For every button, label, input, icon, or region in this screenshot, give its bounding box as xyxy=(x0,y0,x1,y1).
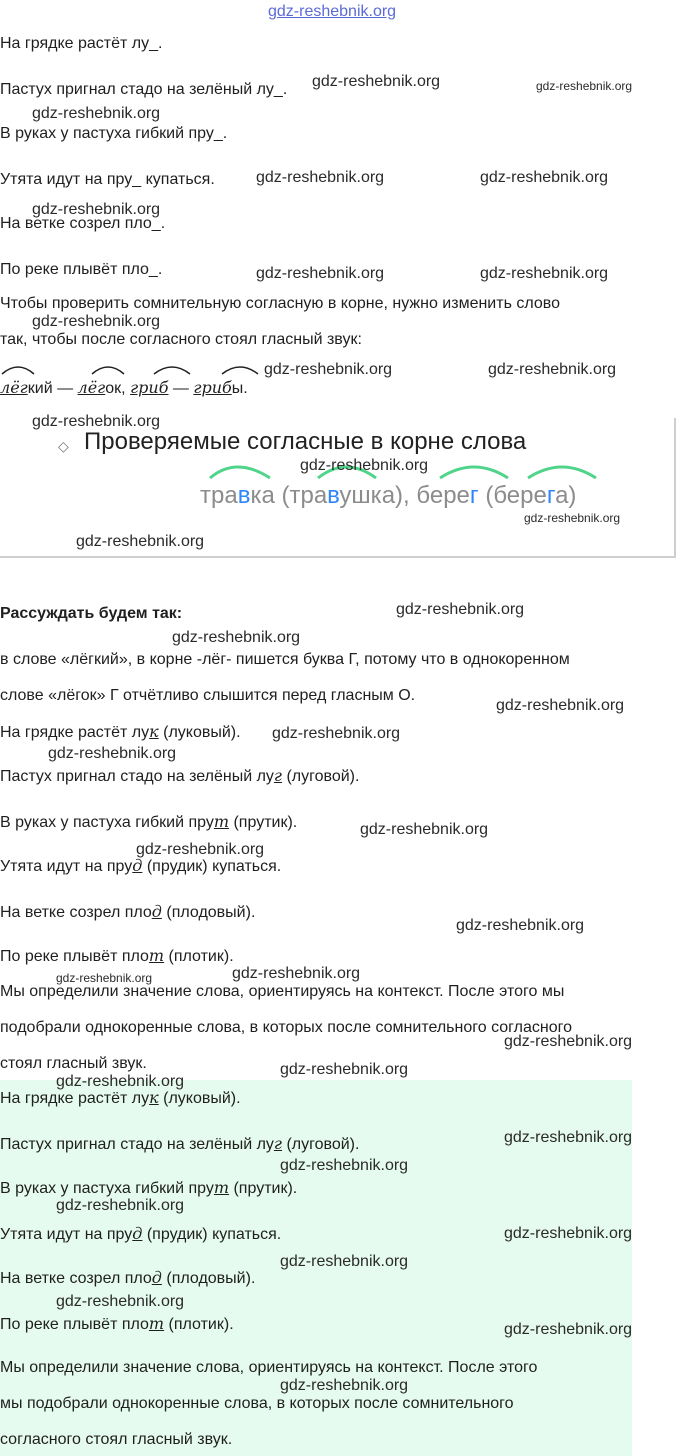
root-arc xyxy=(2,367,34,374)
conclusion-line: Мы определили значение слова, ориентируясь на контекст. После этого xyxy=(0,1359,538,1376)
watermark: gdz-reshebnik.org xyxy=(280,1061,409,1078)
dash: — xyxy=(52,380,78,397)
watermark: gdz-reshebnik.org xyxy=(396,601,525,618)
rule-title: Проверяемые согласные в корне слова xyxy=(84,428,527,455)
conclusion-line: стоял гласный звук. xyxy=(0,1055,147,1072)
examples-line xyxy=(0,378,248,399)
watermark: gdz-reshebnik.org xyxy=(172,629,301,646)
answer-line: Утята идут на пруд (прудик) купаться. xyxy=(0,1224,282,1243)
watermark: gdz-reshebnik.org xyxy=(504,1129,633,1146)
answer-line: Пастух пригнал стадо на зелёный луг (луговой). xyxy=(0,766,360,785)
example-word-root: лё xyxy=(77,378,98,397)
answer-line: В руках у пастуха гибкий прут (прутик). xyxy=(0,1178,298,1197)
conclusion-line: мы подобрали однокоренные слова, в которых после сомнительного xyxy=(0,1395,514,1412)
rule-example-part: тра xyxy=(200,482,238,509)
watermark: gdz-reshebnik.org xyxy=(264,361,393,378)
rule-example xyxy=(200,482,576,510)
answer-line: Пастух пригнал стадо на зелёный луг (луговой). xyxy=(0,1134,360,1153)
conclusion-line: согласного стоял гласный звук. xyxy=(0,1431,233,1448)
conclusion-line: подобрали однокоренные слова, в которых после сомнительного согласного xyxy=(0,1019,572,1036)
watermark: gdz-reshebnik.org xyxy=(536,79,633,93)
diamond-icon: ◇ xyxy=(58,438,69,454)
watermark: gdz-reshebnik.org xyxy=(280,1157,409,1174)
watermark: gdz-reshebnik.org xyxy=(496,697,625,714)
watermark: gdz-reshebnik.org xyxy=(32,201,161,218)
rule-example-letter: г xyxy=(469,482,479,509)
watermark: gdz-reshebnik.org xyxy=(312,73,441,90)
watermark: gdz-reshebnik.org xyxy=(360,821,489,838)
root-arc xyxy=(92,367,124,374)
watermark: gdz-reshebnik.org xyxy=(136,841,265,858)
example-word-root: гри xyxy=(130,378,159,397)
rule-example-part: а) xyxy=(555,482,577,509)
task-line: По реке плывёт пло_. xyxy=(0,261,163,278)
watermark: gdz-reshebnik.org xyxy=(56,1197,185,1214)
rule-intro-line: Чтобы проверить сомнительную согласную в корне, нужно изменить слово xyxy=(0,295,560,312)
watermark: gdz-reshebnik.org xyxy=(524,511,621,525)
rule-example-letter: в xyxy=(327,482,340,509)
root-arc xyxy=(222,367,258,374)
watermark: gdz-reshebnik.org xyxy=(272,725,401,742)
answer-line: По реке плывёт плот (плотик). xyxy=(0,1314,234,1333)
watermark: gdz-reshebnik.org xyxy=(488,361,617,378)
watermark: gdz-reshebnik.org xyxy=(504,1033,633,1050)
watermark: gdz-reshebnik.org xyxy=(300,457,429,474)
reasoning-title: Рассуждать будем так: xyxy=(0,605,183,622)
rule-arc xyxy=(440,467,508,478)
example-letter: б xyxy=(158,378,169,397)
answer-line: Утята идут на пруд (прудик) купаться. xyxy=(0,856,282,875)
rule-example-part: ушка), бере xyxy=(339,482,470,509)
watermark: gdz-reshebnik.org xyxy=(504,1321,633,1338)
watermark: gdz-reshebnik.org xyxy=(32,313,161,330)
answer-line: На ветке созрел плод (плодовый). xyxy=(0,1268,256,1287)
rule-example-part: (бере xyxy=(478,482,547,509)
watermark: gdz-reshebnik.org xyxy=(56,1073,185,1090)
reasoning-line: слове «лёгок» Г отчётливо слышится перед гласным О. xyxy=(0,687,416,704)
reasoning-line: в слове «лёгкий», в корне -лёг- пишется буква Г, потому что в однокоренном xyxy=(0,651,570,668)
watermark: gdz-reshebnik.org xyxy=(280,1253,409,1270)
answer-line: В руках у пастуха гибкий прут (прутик). xyxy=(0,812,298,831)
answer-line: На ветке созрел плод (плодовый). xyxy=(0,902,256,921)
answer-line: По реке плывёт плот (плотик). xyxy=(0,946,234,965)
rule-example-letter: в xyxy=(237,482,251,509)
watermark: gdz-reshebnik.org xyxy=(232,965,361,982)
rule-example-part: ка (тра xyxy=(250,482,328,509)
watermark: gdz-reshebnik.org xyxy=(280,1377,409,1394)
watermark: gdz-reshebnik.org xyxy=(56,1293,185,1310)
watermark: gdz-reshebnik.org xyxy=(32,413,161,430)
watermark: gdz-reshebnik.org xyxy=(76,533,205,550)
rule-intro-line: так, чтобы после согласного стоял гласный звук: xyxy=(0,331,362,348)
watermark[interactable]: gdz-reshebnik.org xyxy=(268,3,397,20)
watermark: gdz-reshebnik.org xyxy=(56,971,153,985)
example-word-ending: кий xyxy=(27,380,53,397)
watermark: gdz-reshebnik.org xyxy=(480,169,609,186)
example-word-root: гри xyxy=(193,378,222,397)
task-line: На грядке растёт лу_. xyxy=(0,35,163,52)
watermark: gdz-reshebnik.org xyxy=(456,917,585,934)
task-line: На ветке созрел пло_. xyxy=(0,215,166,232)
watermark: gdz-reshebnik.org xyxy=(48,745,177,762)
answer-line: На грядке растёт лук (луковый). xyxy=(0,722,241,741)
watermark: gdz-reshebnik.org xyxy=(480,265,609,282)
watermark: gdz-reshebnik.org xyxy=(256,169,385,186)
task-line: Пастух пригнал стадо на зелёный лу_. xyxy=(0,81,288,98)
task-line: В руках у пастуха гибкий пру_. xyxy=(0,125,228,142)
answer-line: На грядке растёт лук (луковый). xyxy=(0,1088,241,1107)
example-word-ending: ы. xyxy=(231,380,248,397)
watermark: gdz-reshebnik.org xyxy=(32,105,161,122)
root-arc xyxy=(154,367,190,374)
conclusion-line: Мы определили значение слова, ориентируясь на контекст. После этого мы xyxy=(0,983,565,1000)
example-word-root: лёг xyxy=(0,378,28,397)
example-word-ending: ок, xyxy=(105,380,126,397)
example-letter: б xyxy=(222,378,232,397)
rule-example-letter: г xyxy=(546,482,556,509)
watermark: gdz-reshebnik.org xyxy=(256,265,385,282)
watermark: gdz-reshebnik.org xyxy=(504,1225,633,1242)
task-line: Утята идут на пру_ купаться. xyxy=(0,171,215,188)
rule-arc xyxy=(210,467,270,478)
example-letter: г xyxy=(97,378,106,397)
rule-arc xyxy=(528,467,596,478)
dash: — xyxy=(168,380,194,397)
